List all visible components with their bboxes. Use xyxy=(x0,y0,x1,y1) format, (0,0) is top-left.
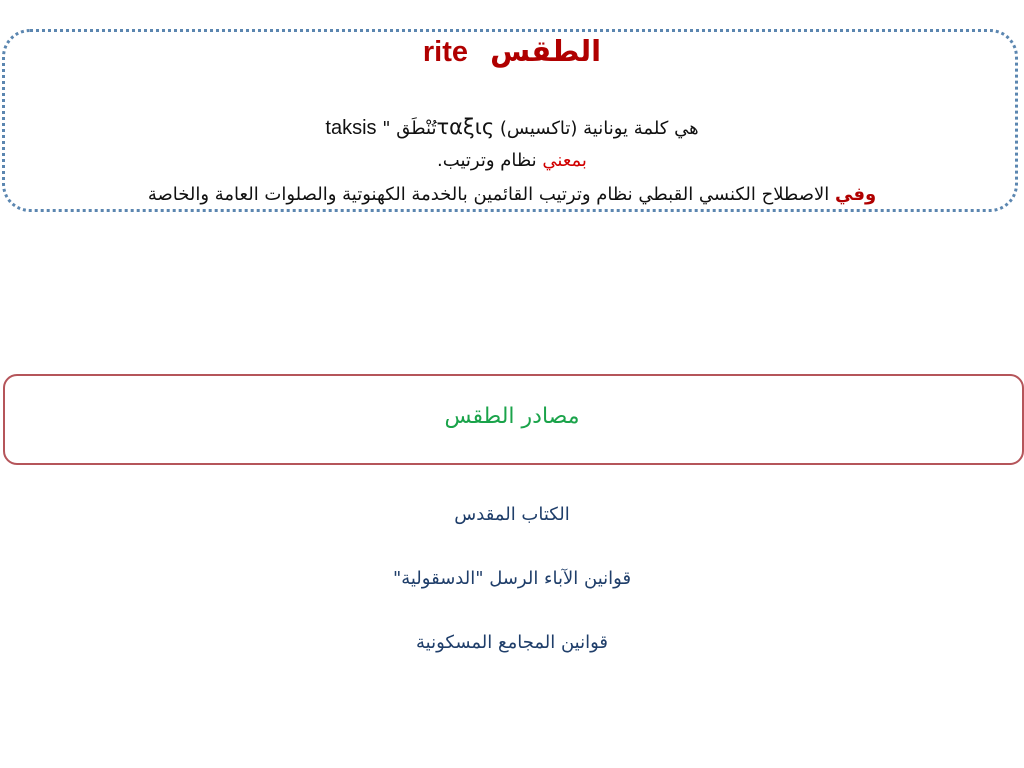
title-english: rite xyxy=(422,36,469,68)
line1-arabic: هي كلمة يونانية (تاكسيس) xyxy=(499,118,699,139)
definition-line-3 xyxy=(0,180,1024,210)
source-item-bible: الكتاب المقدس xyxy=(454,504,570,525)
line1-arabic-pronounced: تُنْطَق " xyxy=(382,118,437,139)
source-item-ecumenical-councils: قوانين المجامع المسكونية xyxy=(416,632,608,653)
source-item-didascalia: قوانين الآباء الرسل "الدسقولية" xyxy=(392,568,632,589)
definition-line-2 xyxy=(0,146,1024,176)
line2-prefix: بمعني xyxy=(542,150,587,171)
line1-greek: ταξις xyxy=(436,115,495,139)
line3-text: الاصطلاح الكنسي القبطي نظام وترتيب القائمين بالخدمة الكهنوتية والصلوات العامة والخاصة xyxy=(147,184,830,205)
sources-title: مصادر الطقس xyxy=(444,404,580,429)
line1-latin: taksis xyxy=(325,117,377,139)
line2-text: نظام وترتيب. xyxy=(437,150,537,171)
definition-title xyxy=(0,30,1024,73)
line3-prefix: وفي xyxy=(834,184,877,205)
title-arabic: الطقس xyxy=(490,34,602,68)
definition-line-1 xyxy=(0,112,1024,144)
